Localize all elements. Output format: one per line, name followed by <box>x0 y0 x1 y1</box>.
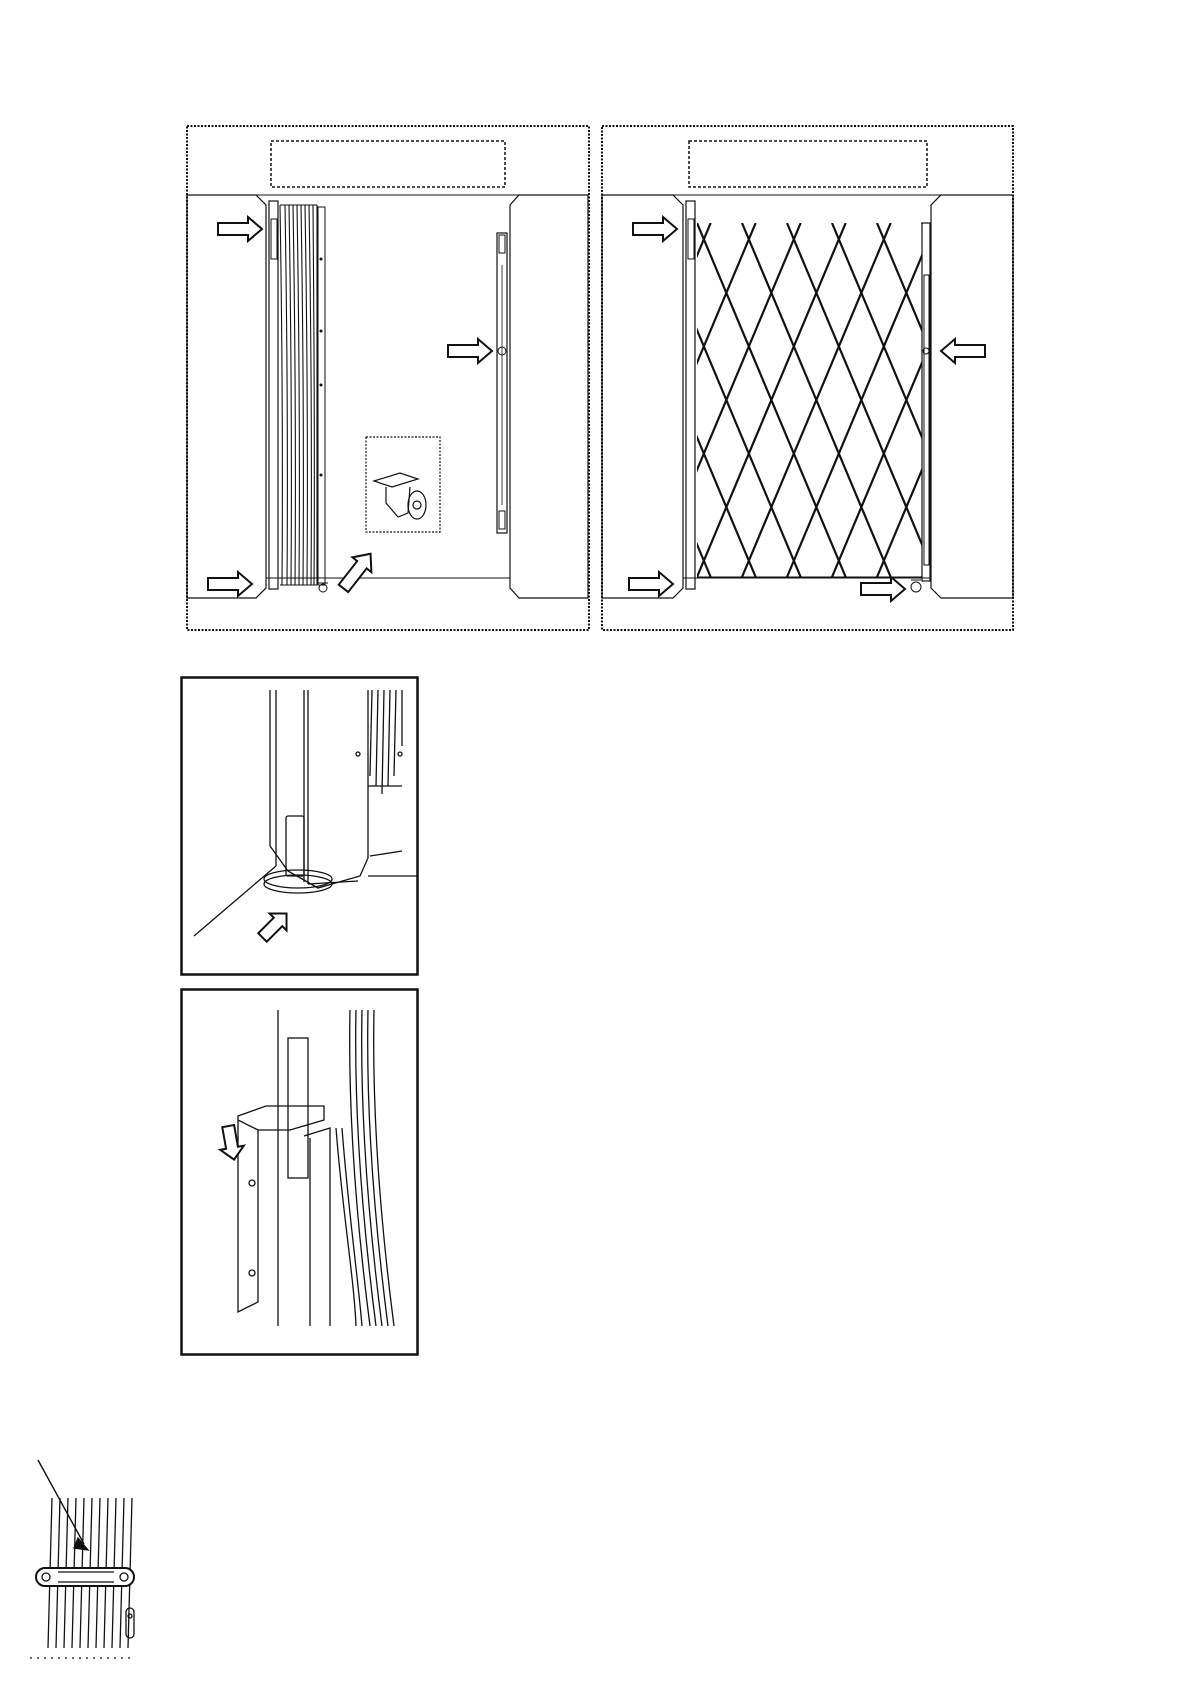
lattice-bar-rising <box>601 223 621 577</box>
collapsed-gate-rivets <box>320 258 323 477</box>
collapsed-gate-end-post <box>318 207 325 585</box>
lattice-bar-rising <box>922 223 1014 577</box>
lattice-bar-rising <box>877 223 1014 577</box>
lattice-bar-rising <box>601 223 666 577</box>
castor-inset-box <box>366 437 440 532</box>
frame-border <box>187 126 589 630</box>
wall-channel-bottom-cap <box>499 511 505 529</box>
figure-floor-pivot-detail <box>180 676 419 976</box>
gate-castor <box>318 583 328 592</box>
right-latch-channel <box>924 275 929 565</box>
collapsed-gate-bars <box>280 205 317 585</box>
lattice-bars <box>601 223 1014 577</box>
figure-gate-collapsed <box>186 125 590 631</box>
lattice-bar-falling <box>601 223 711 577</box>
gate-extended-drawing <box>601 125 1014 631</box>
lock-bar-illustration <box>30 1460 134 1658</box>
arrow-castor <box>334 546 380 595</box>
left-jamb <box>602 195 683 598</box>
arrow-bottom-left-pivot <box>629 572 673 596</box>
right-jamb <box>931 195 1013 598</box>
header-label-box <box>689 141 927 187</box>
pivot-post-drawing <box>194 690 417 936</box>
arrow-castor <box>861 577 905 601</box>
top-bracket-drawing <box>180 988 419 1356</box>
lattice-bar-falling <box>922 223 1014 577</box>
frame-border <box>182 678 418 975</box>
lattice-bar-falling <box>877 223 1014 577</box>
frame-border <box>182 990 418 1355</box>
lattice-bar-rising <box>967 223 1014 577</box>
floor-pivot-drawing <box>180 676 419 976</box>
right-jamb <box>510 195 588 598</box>
lattice-bar-falling <box>601 223 666 577</box>
gate-collapsed-drawing <box>186 125 590 631</box>
arrow-top-left-hinge <box>218 217 262 241</box>
wall-channel-top-cap <box>499 235 505 253</box>
figure-lock-bar-detail <box>22 1458 146 1668</box>
arrow-wall-channel <box>448 339 492 363</box>
lattice-bar-falling <box>601 223 621 577</box>
bracket-drawing <box>238 1010 394 1326</box>
lattice-bar-falling <box>967 223 1014 577</box>
lattice-bar-rising <box>601 223 711 577</box>
figure-top-bracket-detail <box>180 988 419 1356</box>
left-jamb <box>187 195 266 598</box>
gate-castor <box>911 580 921 592</box>
arrow-bracket <box>216 1124 246 1162</box>
header-label-box <box>271 141 505 187</box>
left-top-hinge <box>688 219 694 259</box>
arrow-floor-plate <box>254 905 295 946</box>
figure-gate-extended <box>601 125 1014 631</box>
arrow-bottom-left-pivot <box>208 572 252 596</box>
arrow-top-left-hinge <box>633 217 677 241</box>
lock-bar-drawing <box>22 1458 146 1668</box>
left-top-hinge <box>271 219 277 259</box>
castor-wheel-icon <box>374 473 426 519</box>
arrow-right-latch <box>941 339 985 363</box>
